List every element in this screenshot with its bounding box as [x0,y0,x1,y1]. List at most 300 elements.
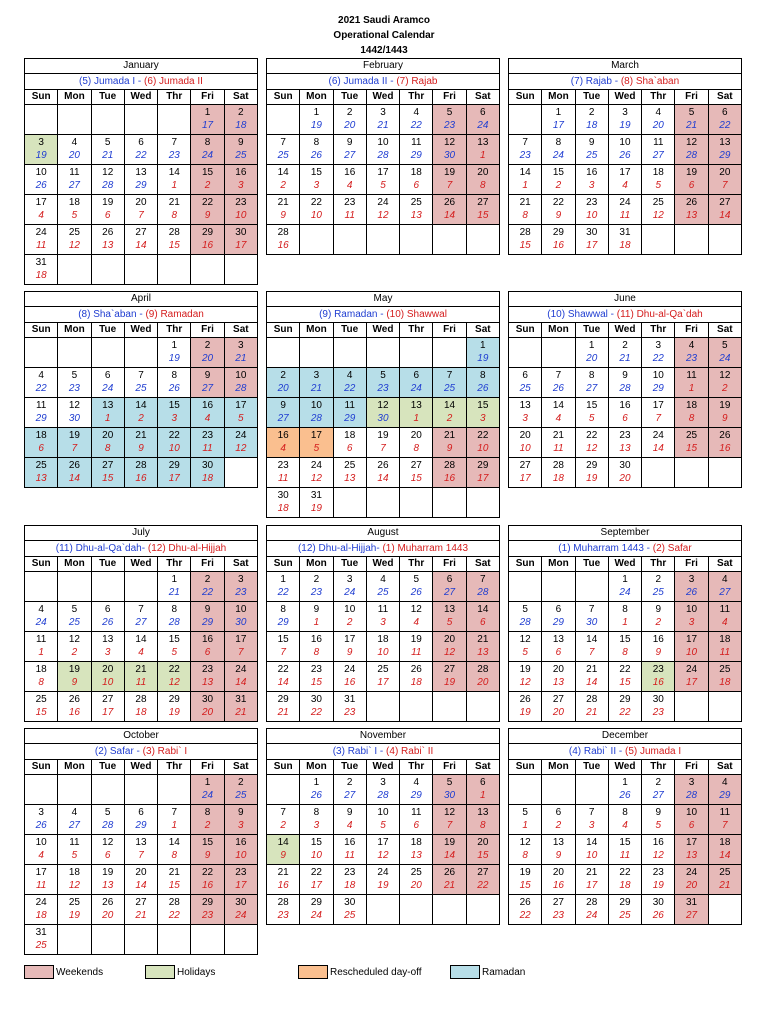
weekday-wed: Wed [367,323,400,337]
day-cell [267,398,300,427]
gregorian-day: 22 [619,867,631,878]
hijri-day: 4 [204,413,211,424]
hijri-day: 13 [102,880,114,891]
day-cell [467,458,499,487]
day-cell [709,662,741,691]
hijri-day: 15 [410,473,422,484]
gregorian-day: 5 [104,807,111,818]
legend-item-weekend [24,964,103,980]
day-cell [509,428,542,457]
day-cell [642,775,675,804]
empty-day-cell [125,925,158,954]
day-cell [191,805,224,834]
hijri-day: 3 [238,820,244,831]
hijri-day: 3 [313,180,320,191]
day-cell [300,662,333,691]
day-cell [400,775,433,804]
hijri-day: 27 [344,150,356,161]
hijri-month-end: (6) Jumada II [144,76,203,87]
gregorian-day: 26 [519,694,531,705]
week-row [267,805,499,835]
day-cell [158,632,191,661]
weekday-sat: Sat [233,558,249,569]
week-row [25,775,257,805]
hijri-month-range [267,541,499,557]
gregorian-day: 9 [655,807,662,818]
day-cell [334,805,367,834]
hijri-day: 21 [443,880,456,891]
hijri-day: 23 [519,150,531,161]
day-cell [642,602,675,631]
day-cell [433,195,466,224]
hijri-day: 26 [102,617,114,628]
hijri-day: 13 [344,473,356,484]
day-cell [709,805,741,834]
hijri-day: 5 [238,413,244,424]
gregorian-day: 20 [552,867,564,878]
day-cell [609,572,642,601]
hijri-day: 7 [138,850,144,861]
day-cell [25,662,58,691]
hijri-day: 2 [204,820,211,831]
gregorian-day: 7 [280,807,286,818]
week-row [509,135,741,165]
weekday-tue: Tue [576,323,609,337]
hijri-month-end: (8) Sha`aban [620,76,680,87]
hijri-day: 28 [519,617,531,628]
gregorian-day: 19 [68,430,80,441]
hijri-day: 2 [555,180,562,191]
month-name: December [509,729,741,744]
day-grid [267,323,499,517]
hijri-day: 25 [652,587,664,598]
day-cell [367,602,400,631]
hijri-day: 5 [313,443,320,454]
hijri-day: 26 [35,820,47,831]
gregorian-day: 14 [586,837,598,848]
day-cell [25,255,58,284]
day-cell [467,865,499,894]
day-cell [267,692,300,721]
gregorian-day: 27 [102,694,114,705]
hijri-day: 19 [586,473,598,484]
day-cell [675,895,708,924]
gregorian-day: 15 [277,634,289,645]
gregorian-day: 14 [443,400,456,411]
gregorian-day: 27 [443,664,456,675]
day-cell [367,775,400,804]
hijri-day: 4 [555,413,562,424]
empty-day-cell [509,105,542,134]
gregorian-day: 26 [443,867,456,878]
hijri-day: 9 [204,850,211,861]
hijri-day: 2 [446,413,453,424]
gregorian-day: 13 [102,400,114,411]
weekday-mon: Mon [300,760,333,774]
day-cell [158,398,191,427]
hijri-day: 14 [719,850,731,861]
day-cell [542,368,575,397]
empty-day-cell [92,338,125,367]
hijri-day: 22 [135,150,147,161]
hijri-day: 17 [102,707,114,718]
gregorian-day: 21 [135,664,147,675]
hijri-day: 14 [68,473,80,484]
day-cell [709,368,741,397]
legend-swatch [298,965,328,979]
hijri-day: 20 [619,473,631,484]
hijri-day: 2 [71,647,78,658]
day-cell [58,428,91,457]
day-cell [609,398,642,427]
weekday-tue: Tue [576,760,609,774]
weekday-tue: Tue [92,90,125,104]
hijri-day: 20 [685,880,698,891]
hijri-day: 8 [688,413,695,424]
month-april [24,291,258,488]
week-row [509,225,741,254]
hijri-day: 1 [480,790,486,801]
gregorian-day: 27 [102,460,114,471]
weekday-sun: Sun [25,90,58,104]
gregorian-day: 9 [346,137,353,148]
hijri-day: 14 [135,880,147,891]
week-row [267,835,499,865]
hijri-day: 9 [204,210,211,221]
hijri-month-end: (7) Rajab [396,76,438,87]
hijri-day: 3 [313,820,320,831]
day-cell [509,602,542,631]
day-grid [509,557,741,721]
hijri-day: 5 [71,850,78,861]
hijri-day: 12 [443,647,456,658]
gregorian-day: 24 [652,430,664,441]
gregorian-day: 8 [555,137,562,148]
gregorian-day: 2 [346,107,353,118]
weekday-sun: Sun [267,90,300,104]
day-cell [334,458,367,487]
gregorian-day: 17 [235,634,247,645]
hijri-day: 7 [655,413,662,424]
hijri-day: 17 [235,240,247,251]
day-cell [58,602,91,631]
hijri-day: 4 [38,210,44,221]
hijri-day: 12 [235,443,247,454]
day-cell [125,632,158,661]
gregorian-day: 23 [277,460,289,471]
day-cell [467,775,499,804]
day-cell [225,135,257,164]
hijri-day: 22 [719,120,731,131]
gregorian-day: 1 [555,107,562,118]
gregorian-day: 11 [69,837,80,848]
gregorian-day: 31 [35,927,47,938]
weekday-fri: Fri [191,90,224,104]
day-cell [642,632,675,661]
hijri-day: 21 [235,353,247,364]
empty-day-cell [709,895,741,924]
day-cell [58,692,91,721]
day-cell [367,805,400,834]
hijri-day: 3 [588,180,595,191]
gregorian-day: 13 [443,604,456,615]
gregorian-day: 18 [68,197,80,208]
hijri-month-range [509,307,741,323]
day-cell [433,458,466,487]
day-cell [367,398,400,427]
gregorian-day: 11 [719,807,731,818]
gregorian-day: 24 [344,664,356,675]
gregorian-day: 2 [588,107,595,118]
gregorian-day: 11 [719,604,731,615]
gregorian-day: 30 [652,694,664,705]
gregorian-day: 5 [446,107,453,118]
hijri-day: 15 [477,210,489,221]
gregorian-day: 3 [380,777,386,788]
gregorian-day: 12 [519,837,531,848]
legend-item-resched [298,964,422,980]
gregorian-day: 2 [204,340,211,351]
gregorian-day: 5 [71,604,78,615]
hijri-day: 6 [38,443,44,454]
weekday-mon: Mon [58,760,91,774]
day-cell [300,775,333,804]
hijri-day: 20 [201,707,214,718]
hijri-day: 27 [443,587,456,598]
hijri-day: 20 [68,150,80,161]
weekday-header [267,323,499,338]
gregorian-day: 26 [443,197,456,208]
hijri-day: 13 [102,240,114,251]
hijri-day: 8 [171,210,178,221]
gregorian-day: 1 [204,107,211,118]
gregorian-day: 3 [688,574,695,585]
gregorian-day: 20 [102,664,114,675]
gregorian-day: 8 [204,807,211,818]
gregorian-day: 10 [652,370,664,381]
gregorian-day: 30 [652,897,664,908]
hijri-day: 12 [652,210,664,221]
gregorian-day: 6 [480,777,486,788]
hijri-day: 17 [552,120,564,131]
gregorian-day: 29 [277,694,289,705]
hijri-day: 20 [652,120,664,131]
empty-day-cell [58,338,91,367]
gregorian-day: 7 [446,370,453,381]
gregorian-day: 28 [552,460,564,471]
weekday-header [25,557,257,572]
hijri-day: 21 [719,880,731,891]
hijri-day: 14 [719,210,731,221]
weekday-tue: Tue [576,90,609,104]
weekday-thr: Thr [158,557,191,571]
day-cell [58,835,91,864]
gregorian-day: 15 [201,167,214,178]
gregorian-day: 12 [443,137,456,148]
hijri-month-start: (1) Muharram 1443 - [558,543,653,554]
hijri-day: 12 [68,880,80,891]
day-cell [225,775,257,804]
weekday-header [509,760,741,775]
hijri-day: 25 [443,383,456,394]
gregorian-day: 26 [519,897,531,908]
gregorian-day: 6 [104,370,111,381]
hijri-day: 4 [346,820,353,831]
gregorian-day: 20 [135,197,147,208]
hijri-day: 15 [102,473,114,484]
gregorian-day: 23 [235,867,247,878]
day-cell [25,368,58,397]
hijri-day: 27 [586,383,598,394]
hijri-day: 18 [619,880,631,891]
empty-day-cell [433,338,466,367]
gregorian-day: 29 [552,227,564,238]
hijri-day: 19 [377,880,389,891]
hijri-day: 18 [344,880,356,891]
day-grid [25,90,257,284]
gregorian-day: 24 [377,867,389,878]
day-cell [609,105,642,134]
gregorian-day: 2 [238,107,244,118]
weekday-sat: Sat [475,91,491,102]
hijri-day: 23 [310,587,322,598]
day-cell [642,662,675,691]
gregorian-day: 12 [443,807,456,818]
weekday-mon: Mon [58,323,91,337]
gregorian-day: 19 [443,167,456,178]
empty-day-cell [267,105,300,134]
gregorian-day: 25 [652,197,664,208]
hijri-day: 14 [652,443,664,454]
hijri-day: 16 [201,240,214,251]
gregorian-day: 20 [519,430,531,441]
empty-day-cell [675,692,708,721]
empty-day-cell [225,925,257,954]
hijri-day: 5 [380,180,386,191]
day-cell [542,895,575,924]
day-cell [675,368,708,397]
day-cell [191,775,224,804]
hijri-month-range [25,541,257,557]
hijri-day: 16 [443,473,456,484]
gregorian-day: 28 [168,897,180,908]
gregorian-day: 1 [171,574,178,585]
day-cell [225,105,257,134]
empty-day-cell [467,895,499,924]
hijri-day: 2 [346,617,353,628]
week-row [509,805,741,835]
hijri-day: 24 [201,150,214,161]
hijri-day: 25 [68,617,80,628]
hijri-month-start: (10) Shawwal - [547,309,617,320]
hijri-day: 10 [168,443,180,454]
gregorian-day: 5 [446,777,453,788]
gregorian-day: 16 [344,837,356,848]
day-cell [609,165,642,194]
day-cell [25,428,58,457]
gregorian-day: 16 [235,167,247,178]
gregorian-day: 16 [201,400,214,411]
hijri-day: 21 [586,707,598,718]
hijri-day: 29 [135,180,147,191]
gregorian-day: 11 [35,634,47,645]
day-cell [609,692,642,721]
weekday-sun: Sun [25,323,58,337]
day-cell [509,865,542,894]
gregorian-day: 18 [719,634,731,645]
hijri-day: 26 [310,790,322,801]
empty-day-cell [509,338,542,367]
gregorian-day: 5 [522,604,528,615]
gregorian-day: 26 [68,694,80,705]
hijri-day: 17 [477,473,489,484]
hijri-day: 20 [586,353,598,364]
hijri-day: 27 [201,383,214,394]
gregorian-day: 1 [204,777,211,788]
hijri-day: 9 [346,647,353,658]
hijri-day: 22 [168,910,180,921]
week-row [267,602,499,632]
day-cell [609,368,642,397]
hijri-day: 1 [104,413,111,424]
day-cell [334,775,367,804]
empty-day-cell [400,692,433,721]
hijri-day: 20 [201,353,214,364]
empty-day-cell [58,105,91,134]
hijri-day: 2 [138,413,144,424]
day-cell [367,165,400,194]
hijri-day: 19 [310,120,322,131]
hijri-day: 19 [68,910,80,921]
day-cell [467,428,499,457]
gregorian-day: 1 [622,574,628,585]
hijri-day: 8 [522,850,528,861]
day-cell [267,488,300,517]
hijri-day: 3 [688,617,695,628]
weekday-thr: Thr [400,557,433,571]
weekday-thr: Thr [400,323,433,337]
weekday-fri: Fri [433,760,466,774]
gregorian-day: 22 [201,197,214,208]
hijri-day: 8 [622,647,628,658]
weekday-wed: Wed [609,90,642,104]
empty-day-cell [92,572,125,601]
day-cell [367,835,400,864]
hijri-day: 28 [377,150,389,161]
gregorian-day: 14 [168,167,180,178]
day-cell [92,895,125,924]
hijri-day: 15 [35,707,47,718]
gregorian-day: 4 [38,370,44,381]
legend-swatch [145,965,175,979]
day-cell [225,835,257,864]
gregorian-day: 13 [410,400,422,411]
gregorian-day: 8 [171,604,178,615]
day-cell [267,865,300,894]
weekday-header [267,557,499,572]
day-cell [158,458,191,487]
hijri-day: 28 [377,790,389,801]
hijri-day: 10 [586,850,598,861]
day-cell [267,135,300,164]
hijri-day: 12 [377,210,389,221]
weekday-tue: Tue [334,557,367,571]
hijri-day: 4 [346,180,353,191]
empty-day-cell [191,255,224,284]
empty-day-cell [542,338,575,367]
gregorian-day: 18 [35,664,47,675]
gregorian-day: 5 [71,370,78,381]
